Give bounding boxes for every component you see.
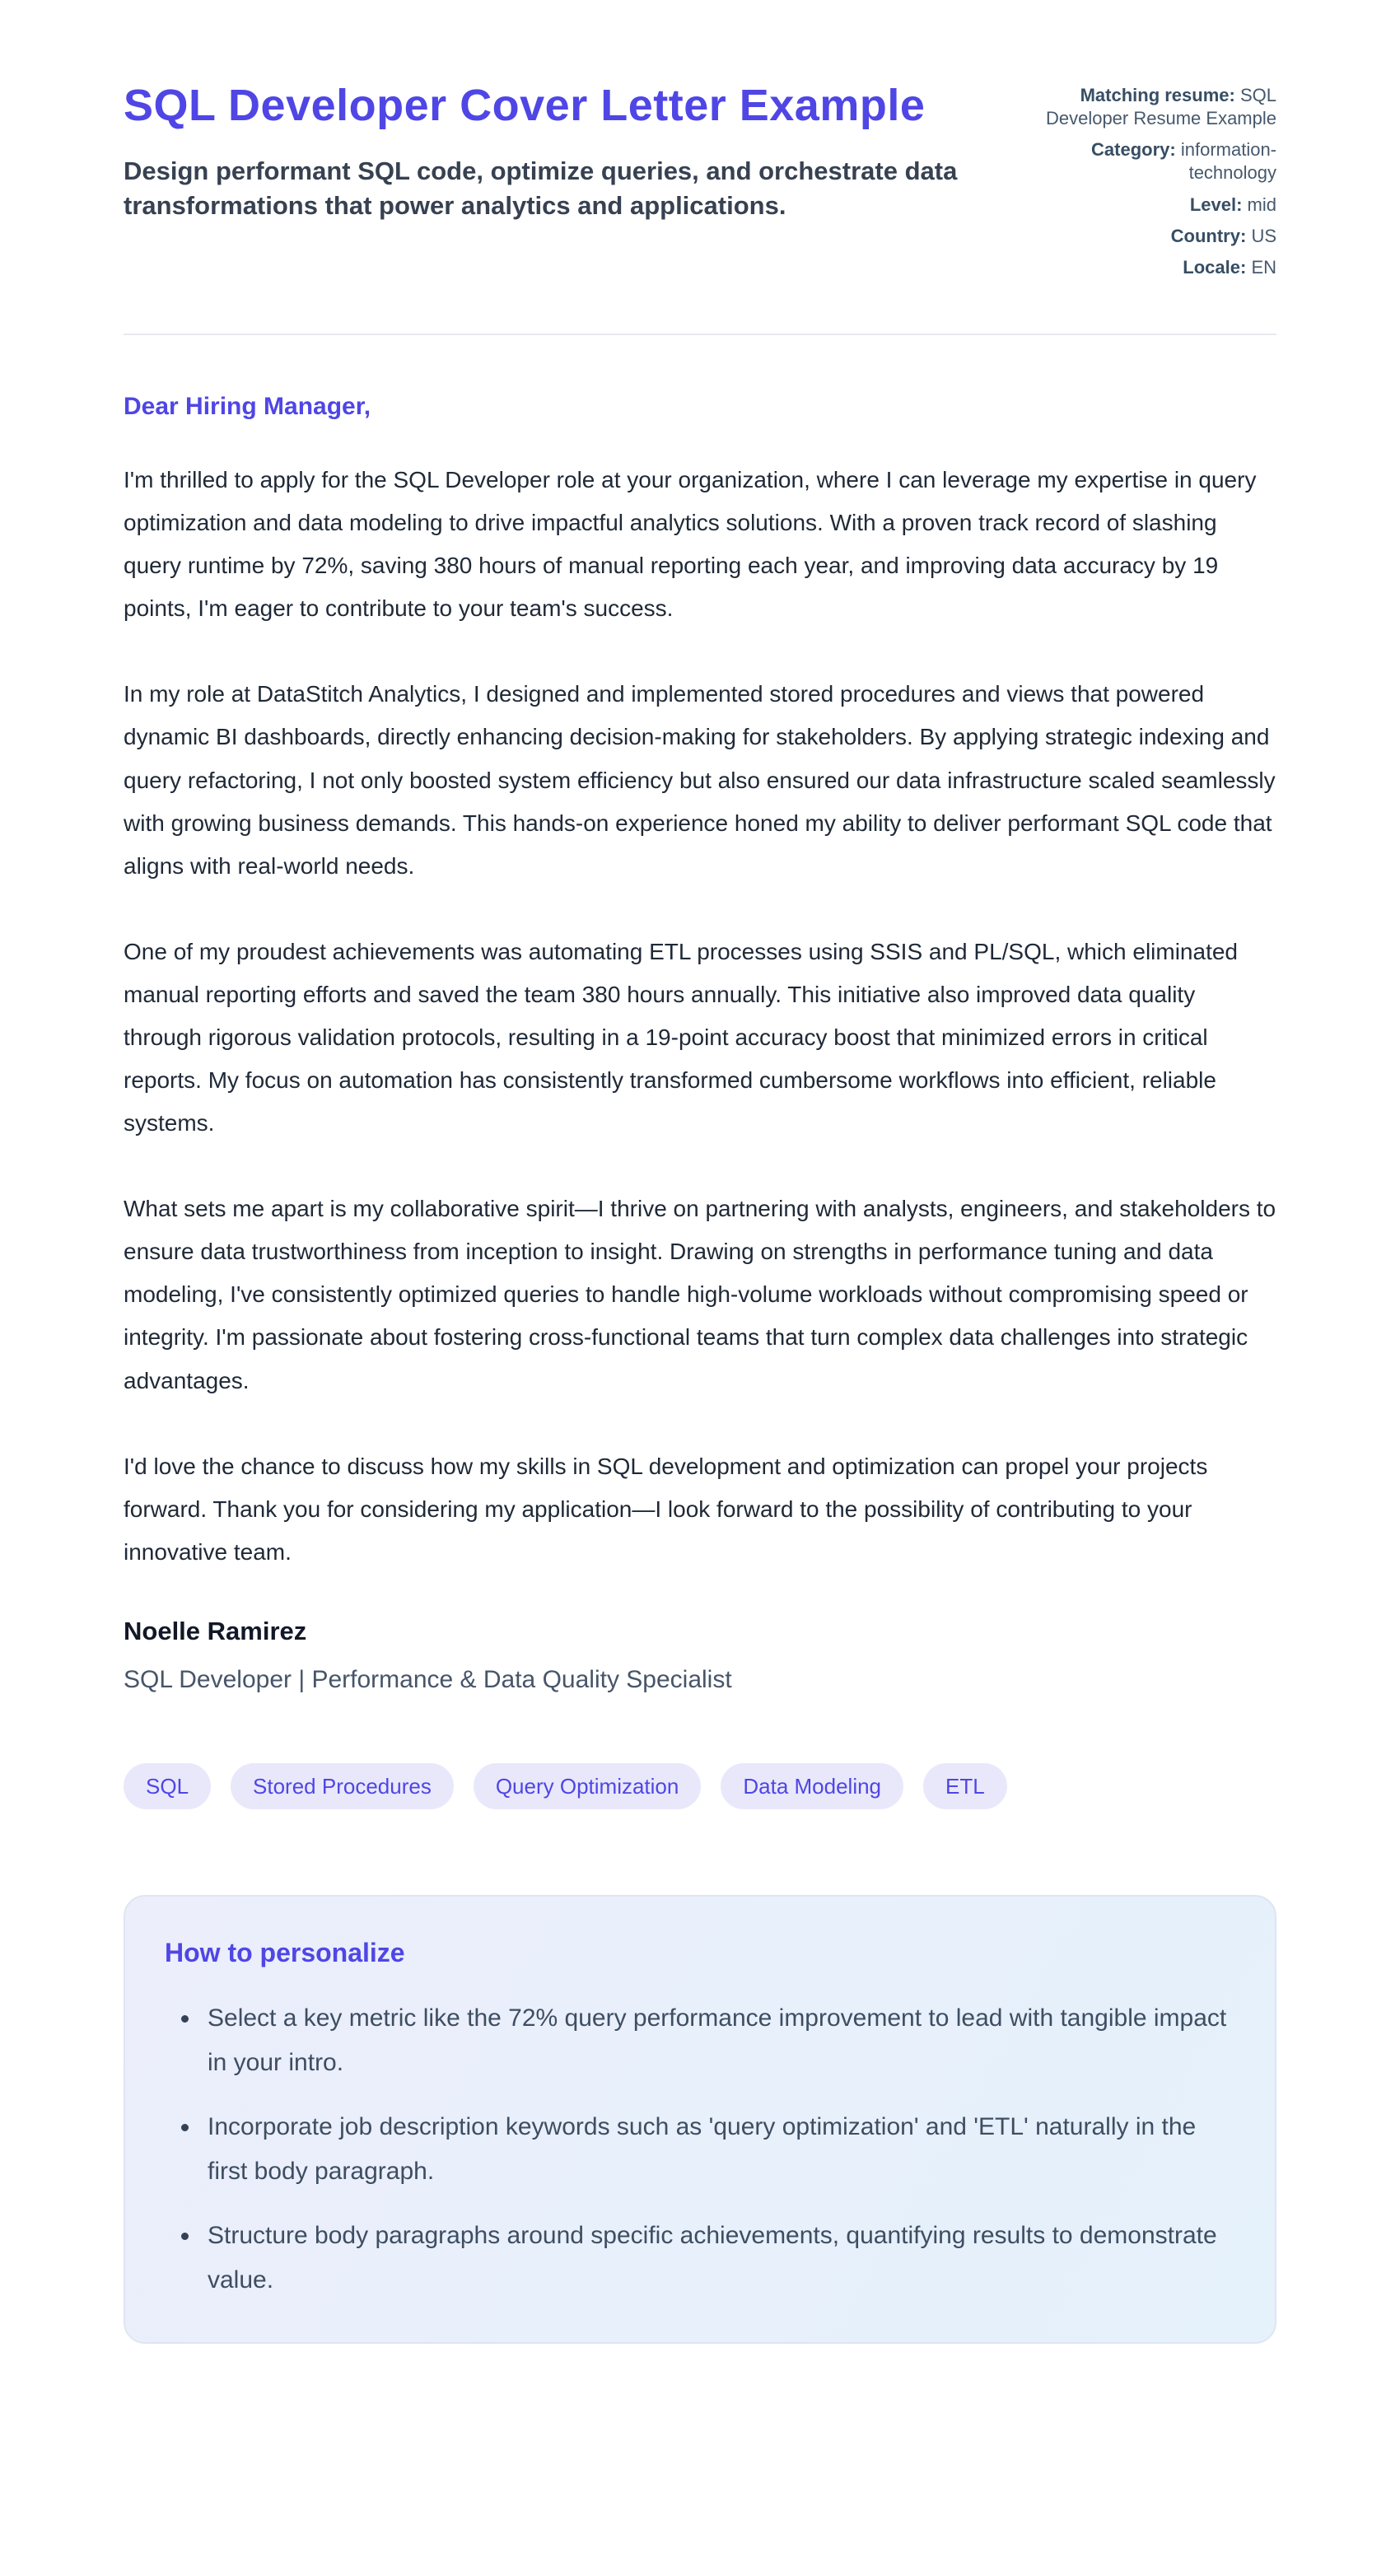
meta-item-country <box>1013 225 1276 248</box>
meta-panel <box>1013 79 1276 287</box>
signature-name: Noelle Ramirez <box>124 1616 307 1645</box>
tag-badge-stored-procedures: Stored Procedures <box>231 1763 454 1809</box>
meta-label: Country: <box>1170 225 1247 246</box>
letter-greeting: Dear Hiring Manager, <box>124 393 371 421</box>
tag-badge-sql: SQL <box>124 1763 211 1809</box>
meta-value: SQL Developer Resume Example <box>1045 85 1276 129</box>
meta-value: mid <box>1247 194 1276 215</box>
signature-role: SQL Developer | Performance & Data Quality Specialist <box>124 1665 732 1693</box>
meta-label: Matching resume: <box>1080 85 1235 105</box>
meta-item-matching-resume <box>1013 84 1276 130</box>
meta-item-category <box>1013 138 1276 184</box>
tag-badge-query-optimization: Query Optimization <box>474 1763 702 1809</box>
meta-value: EN <box>1251 256 1276 278</box>
personalize-tip-list <box>165 1996 1235 2303</box>
letter-paragraph-1: I'm thrilled to apply for the SQL Developer role at your organization, where I can leverage my expertise in query optimization and data modeling to drive impactful analytics solutions. With a proven track record of slashing query runtime by 72%, saving 380 hours of manual reporting each year, and improving data accuracy by 19 points, I'm eager to contribute to your team's success. <box>124 467 1257 622</box>
signature-block <box>124 1617 1276 1694</box>
page-header <box>124 79 1276 287</box>
meta-label: Level: <box>1189 194 1243 215</box>
tag-badge-etl: ETL <box>923 1763 1007 1809</box>
page-title: SQL Developer Cover Letter Example <box>124 81 926 130</box>
personalize-tip-1: • Select a key metric like the 72% query performance improvement to lead with tangible impact in your intro. <box>201 1996 1235 2085</box>
meta-value: information-technology <box>1180 139 1276 184</box>
personalize-title: How to personalize <box>165 1937 405 1967</box>
personalize-card <box>124 1895 1276 2344</box>
meta-item-locale <box>1013 256 1276 279</box>
meta-label: Category: <box>1091 139 1176 161</box>
letter-paragraph-5: I'd love the chance to discuss how my skills in SQL development and optimization can propel your projects forward. Thank you for considering my application—I look forward to the possibility of contributing to your innovative team. <box>124 1453 1208 1565</box>
header-title-block <box>124 79 980 222</box>
meta-item-level <box>1013 194 1276 217</box>
meta-value: US <box>1251 225 1276 246</box>
letter-paragraph-4: What sets me apart is my collaborative spirit—I thrive on partnering with analysts, engineers, and stakeholders to ensure data trustworthiness from inception to insight. Drawing on strengths in performance tuning and data modeling, I've consistently optimized queries to handle high-volume workloads without compromising speed or integrity. I'm passionate about fostering cross-functional teams that turn complex data challenges into strategic advantages. <box>124 1196 1276 1393</box>
header-divider <box>124 334 1276 335</box>
content-container <box>124 0 1276 2383</box>
letter-paragraph-3: One of my proudest achievements was automating ETL processes using SSIS and PL/SQL, which eliminated manual reporting efforts and saved the team 380 hours annually. This initiative also improved data quality through rigorous validation protocols, resulting in a 19-point accuracy boost that minimized errors in critical reports. My focus on automation has consistently transformed cumbersome workflows into efficient, reliable systems. <box>124 938 1238 1136</box>
meta-label: Locale: <box>1183 256 1247 278</box>
tag-badge-data-modeling: Data Modeling <box>721 1763 903 1809</box>
cover-letter-body <box>124 393 1276 1694</box>
letter-paragraph-2: In my role at DataStitch Analytics, I designed and implemented stored procedures and views that powered dynamic BI dashboards, directly enhancing decision-making for stakeholders. By applying strategic indexing and query refactoring, I not only boosted system efficiency but also ensured our data infrastructure scaled seamlessly with growing business demands. This hands-on experience honed my ability to deliver performant SQL code that aligns with real-world needs. <box>124 681 1276 879</box>
page-subtitle: Design performant SQL code, optimize queries, and orchestrate data transformations that power analytics and applications. <box>124 156 958 220</box>
skill-tags-row <box>124 1763 1276 1809</box>
personalize-tip-2: • Incorporate job description keywords such as 'query optimization' and 'ETL' naturally in the first body paragraph. <box>201 2105 1235 2194</box>
personalize-tip-3: • Structure body paragraphs around specific achievements, quantifying results to demonstrate value. <box>201 2214 1235 2303</box>
